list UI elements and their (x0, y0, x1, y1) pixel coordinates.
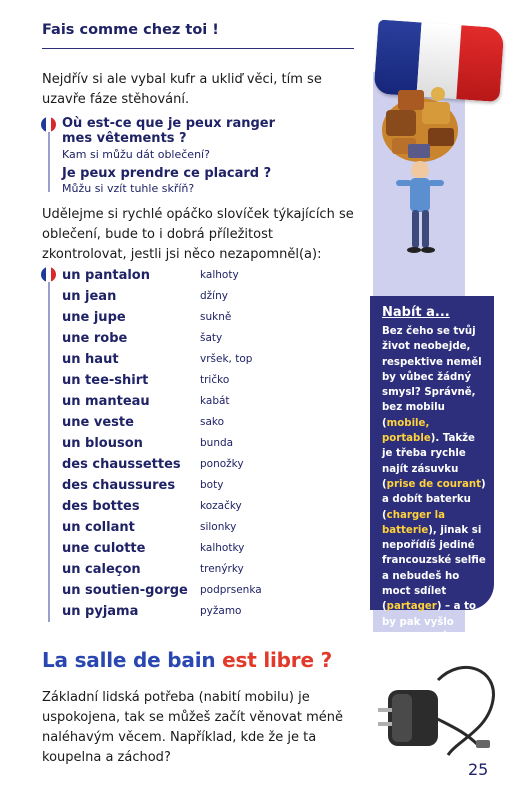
vocab-row (62, 478, 362, 499)
vocab-cz: silonky (200, 521, 237, 533)
vocab-row (62, 499, 362, 520)
vocab-bar (48, 282, 50, 622)
vocab-row (62, 268, 362, 289)
vocab-fr: un collant (62, 520, 135, 535)
vocab-cz: sukně (200, 311, 232, 323)
vocab-fr: un pyjama (62, 604, 139, 619)
vocab-row (62, 520, 362, 541)
vocab-fr: un soutien-gorge (62, 583, 188, 598)
vocab-row (62, 352, 362, 373)
vocab-row (62, 604, 362, 625)
vocab-row (62, 415, 362, 436)
luggage-person-illustration (378, 80, 462, 265)
vocab-fr: un haut (62, 352, 119, 367)
french-flag-icon (41, 267, 56, 282)
vocab-fr: des bottes (62, 499, 140, 514)
sidebar-text-part: ) a dobít baterku ( (382, 478, 486, 521)
vocab-cz: podprsenka (200, 584, 262, 596)
vocab-cz: džíny (200, 290, 228, 302)
vocab-cz: sako (200, 416, 225, 428)
vocab-row (62, 373, 362, 394)
sidebar-text-part: ). Takže je třeba rychle najít zásuvku ( (382, 433, 475, 490)
vocab-row (62, 331, 362, 352)
question-1-fr: Où est-ce que je peux ranger mes vêtements ? (62, 116, 276, 146)
vocab-fr: un tee-shirt (62, 373, 149, 388)
sidebar-highlight: prise de courant (386, 478, 482, 490)
vocab-row (62, 541, 362, 562)
vocab-fr: un pantalon (62, 268, 150, 283)
vocab-fr: un jean (62, 289, 117, 304)
vocab-row (62, 457, 362, 478)
phone-charger-illustration (368, 660, 508, 760)
vocab-fr: une robe (62, 331, 128, 346)
sidebar-highlight: charger la batterie (382, 509, 445, 536)
vocab-fr: une culotte (62, 541, 146, 556)
vocab-fr: un manteau (62, 394, 150, 409)
intro-paragraph: Nejdřív si ale vybal kufr a ukliď věci, tím se uzavře fáze stěhování. (42, 72, 322, 107)
vocab-row (62, 436, 362, 457)
french-flag-icon (41, 117, 56, 132)
vocab-row (62, 310, 362, 331)
vocab-row (62, 583, 362, 604)
vocab-row (62, 562, 362, 583)
question-2-cz: Můžu si vzít tuhle skříň? (62, 182, 195, 195)
vocab-cz: tričko (200, 374, 230, 386)
vocab-cz: pyžamo (200, 605, 242, 617)
vocab-fr: un caleçon (62, 562, 141, 577)
question-bar (48, 132, 50, 192)
vocab-cz: kozačky (200, 500, 242, 512)
vocab-cz: boty (200, 479, 224, 491)
vocab-cz: bunda (200, 437, 234, 449)
sidebar-text-part: ), jinak si nepořídíš jediné francouzské selfie a nebudeš ho moct sdílet ( (382, 524, 486, 613)
section-title-part2: est libre ? (215, 648, 332, 672)
sidebar-text-part: Bez čeho se tvůj život neobejde, respektive neměl by vůbec žádný smysl? Správně, bez mobilu ( (382, 326, 482, 429)
vocab-intro-paragraph: Udělejme si rychlé opáčko slovíček týkajících se oblečení, bude to i dobrá příležitost zkontrolovat, jestli jsi něco nezapomněl(a): (42, 207, 354, 262)
header-rule (42, 48, 354, 49)
vocab-cz: kalhotky (200, 542, 245, 554)
vocab-fr: une jupe (62, 310, 126, 325)
question-1-cz: Kam si můžu dát oblečení? (62, 148, 210, 161)
vocab-cz: šaty (200, 332, 223, 344)
sidebar-note-text (382, 324, 486, 661)
vocab-cz: trenýrky (200, 563, 244, 575)
vocab-fr: des chaussures (62, 478, 176, 493)
vocab-fr: une veste (62, 415, 134, 430)
page-number: 25 (468, 760, 489, 779)
sidebar-text-part: ) – a to by pak vyšlo nastejno zůstat doma! (382, 601, 476, 659)
vocab-cz: ponožky (200, 458, 244, 470)
section-title-part1: La salle de bain (42, 648, 216, 672)
vocab-cz: kabát (200, 395, 230, 407)
vocab-fr: un blouson (62, 436, 143, 451)
vocab-cz: kalhoty (200, 269, 239, 281)
vocab-row (62, 394, 362, 415)
sidebar-highlight: mobile, portable (382, 417, 431, 445)
vocab-row (62, 289, 362, 310)
question-2-fr: Je peux prendre ce placard ? (62, 166, 272, 181)
outro-paragraph: Základní lidská potřeba (nabití mobilu) je uspokojena, tak se můžeš začít věnovat méně naléhavým věcem. Například, kde že je ta koupelna a záchod? (42, 690, 344, 765)
vocab-fr: des chaussettes (62, 457, 181, 472)
sidebar-highlight: partager (386, 601, 437, 613)
section-title (42, 648, 332, 672)
vocab-cz: vršek, top (200, 353, 253, 365)
sidebar-note-box (370, 296, 494, 659)
sidebar-note-title: Nabít a... (382, 305, 450, 320)
page-header-title: Fais comme chez toi ! (42, 22, 219, 38)
